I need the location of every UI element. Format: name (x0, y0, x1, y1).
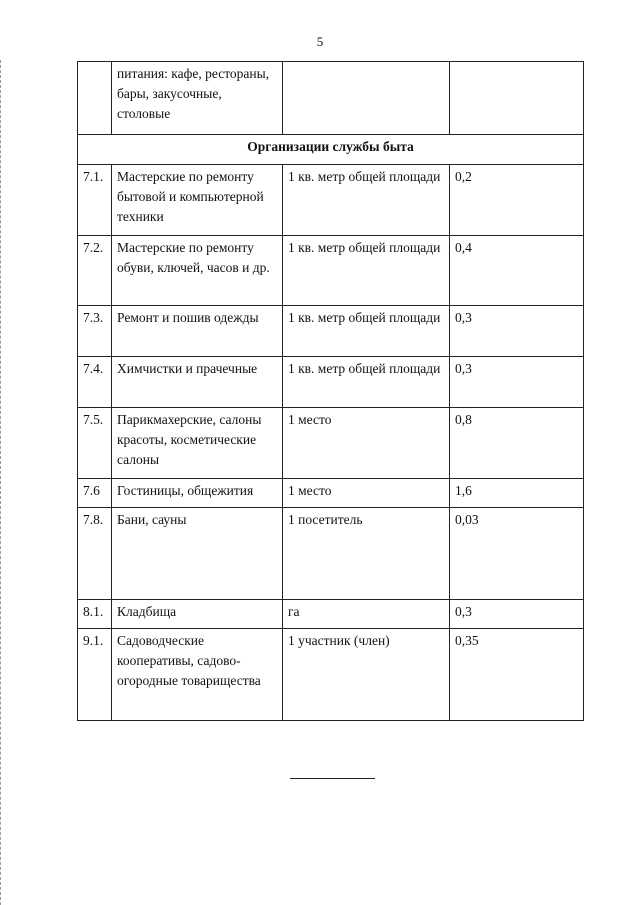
table-row (78, 236, 584, 306)
row-name: Парикмахерские, салоны красоты, косметические салоны (112, 408, 283, 479)
row-number: 7.1. (78, 165, 112, 236)
section-header-row (78, 135, 584, 165)
row-value: 0,35 (450, 629, 584, 721)
row-number: 7.8. (78, 508, 112, 600)
row-value: 0,03 (450, 508, 584, 600)
row-name: Мастерские по ремонту обуви, ключей, часов и др. (112, 236, 283, 306)
row-unit: 1 кв. метр общей площади (283, 306, 450, 357)
row-value (450, 62, 584, 135)
row-name: Гостиницы, общежития (112, 479, 283, 508)
table-row (78, 357, 584, 408)
row-number: 7.4. (78, 357, 112, 408)
row-value: 1,6 (450, 479, 584, 508)
row-name: Мастерские по ремонту бытовой и компьютерной техники (112, 165, 283, 236)
row-unit: 1 посетитель (283, 508, 450, 600)
table-row (78, 629, 584, 721)
row-value: 0,2 (450, 165, 584, 236)
row-name: Садоводческие кооперативы, садово-огородные товарищества (112, 629, 283, 721)
row-number: 9.1. (78, 629, 112, 721)
table-row (78, 62, 584, 135)
scan-edge-line (0, 60, 2, 905)
row-value: 0,3 (450, 357, 584, 408)
table-row (78, 508, 584, 600)
row-number: 7.6 (78, 479, 112, 508)
row-value: 0,3 (450, 600, 584, 629)
closing-rule (290, 778, 375, 779)
row-number: 8.1. (78, 600, 112, 629)
table-row (78, 165, 584, 236)
row-unit: 1 кв. метр общей площади (283, 357, 450, 408)
row-unit: га (283, 600, 450, 629)
row-unit: 1 кв. метр общей площади (283, 165, 450, 236)
row-name: Кладбища (112, 600, 283, 629)
row-unit: 1 кв. метр общей площади (283, 236, 450, 306)
page-number: 5 (316, 34, 324, 49)
table-row (78, 600, 584, 629)
row-number: 7.2. (78, 236, 112, 306)
row-number (78, 62, 112, 135)
row-unit: 1 участник (член) (283, 629, 450, 721)
row-number: 7.3. (78, 306, 112, 357)
row-value: 0,3 (450, 306, 584, 357)
standards-table (77, 61, 584, 721)
table-row (78, 306, 584, 357)
row-unit (283, 62, 450, 135)
row-unit: 1 место (283, 479, 450, 508)
row-name: Бани, сауны (112, 508, 283, 600)
row-name: Химчистки и прачечные (112, 357, 283, 408)
row-value: 0,4 (450, 236, 584, 306)
table-row (78, 479, 584, 508)
table-row (78, 408, 584, 479)
section-title: Организации службы быта (78, 135, 584, 165)
row-name: питания: кафе, рестораны, бары, закусочные, столовые (112, 62, 283, 135)
row-value: 0,8 (450, 408, 584, 479)
row-unit: 1 место (283, 408, 450, 479)
row-number: 7.5. (78, 408, 112, 479)
row-name: Ремонт и пошив одежды (112, 306, 283, 357)
